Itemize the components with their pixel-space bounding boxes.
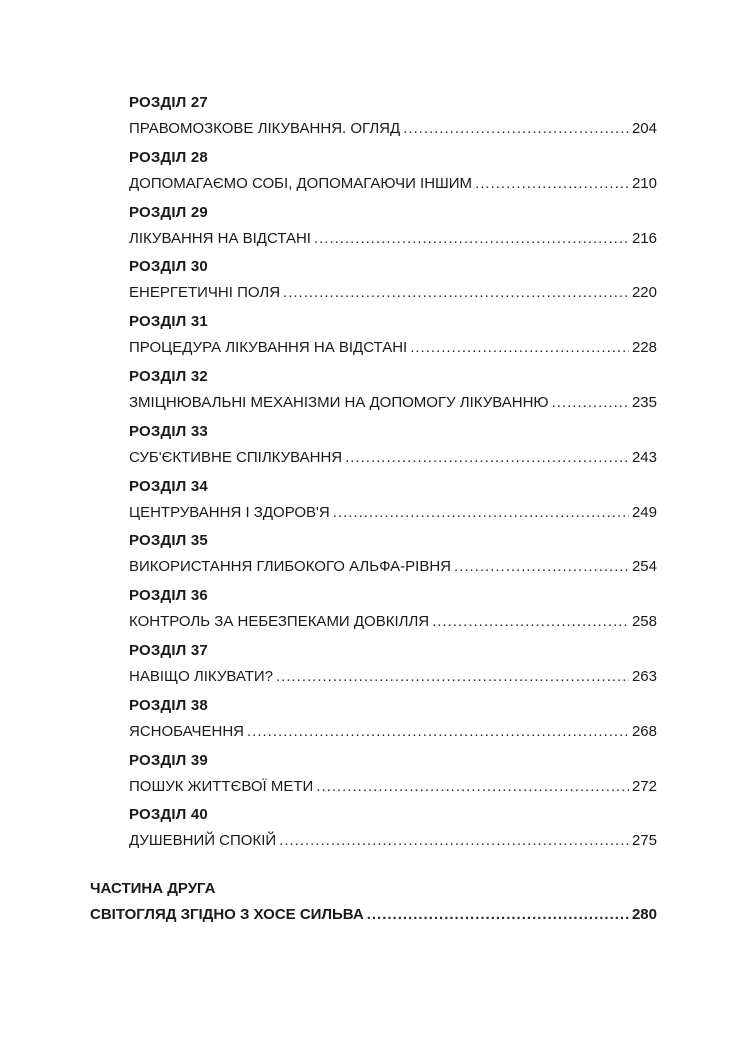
toc-entry-chapter-28[interactable] bbox=[129, 175, 657, 192]
chapter-label-34: РОЗДІЛ 34 bbox=[129, 477, 208, 495]
chapter-label-40: РОЗДІЛ 40 bbox=[129, 806, 208, 824]
toc-entry-title: ЯСНОБАЧЕННЯ bbox=[129, 722, 245, 740]
chapter-label-28: РОЗДІЛ 28 bbox=[129, 148, 208, 166]
chapter-label-37: РОЗДІЛ 37 bbox=[129, 642, 208, 659]
chapter-label-35: РОЗДІЛ 35 bbox=[129, 532, 208, 550]
toc-entry-page: 249 bbox=[631, 503, 657, 521]
toc-entry-chapter-29[interactable] bbox=[129, 230, 657, 247]
toc-entry-chapter-32[interactable] bbox=[129, 394, 657, 411]
toc-entry-page: 216 bbox=[631, 229, 657, 247]
dot-leader bbox=[475, 175, 629, 192]
part-entry-page: 280 bbox=[631, 906, 657, 923]
toc-entry-page: 275 bbox=[631, 832, 657, 850]
toc-entry-title: СУБ'ЄКТИВНЕ СПІЛКУВАННЯ bbox=[129, 448, 343, 466]
chapter-label-38: РОЗДІЛ 38 bbox=[129, 696, 208, 714]
toc-entry-page: 220 bbox=[631, 284, 657, 302]
chapter-label-33: РОЗДІЛ 33 bbox=[129, 422, 208, 440]
chapter-label-32: РОЗДІЛ 32 bbox=[129, 368, 208, 385]
toc-entry-chapter-35[interactable] bbox=[129, 558, 657, 575]
toc-entry-title: НАВІЩО ЛІКУВАТИ? bbox=[129, 668, 273, 685]
part-entry[interactable] bbox=[90, 906, 657, 923]
toc-entry-chapter-33[interactable] bbox=[129, 449, 657, 466]
part-label: ЧАСТИНА ДРУГА bbox=[90, 880, 216, 897]
toc-entry-chapter-38[interactable] bbox=[129, 723, 657, 740]
part-entry-title: СВІТОГЛЯД ЗГІДНО З ХОСЕ СИЛЬВА bbox=[90, 906, 364, 923]
toc-entry-page: 272 bbox=[631, 777, 657, 795]
toc-entry-title: ПОШУК ЖИТТЄВОЇ МЕТИ bbox=[129, 777, 314, 795]
dot-leader bbox=[316, 778, 629, 795]
chapter-label-31: РОЗДІЛ 31 bbox=[129, 313, 208, 331]
toc-entry-title: ПРАВОМОЗКОВЕ ЛІКУВАННЯ. ОГЛЯД bbox=[129, 120, 401, 137]
dot-leader bbox=[279, 832, 629, 849]
dot-leader bbox=[410, 339, 629, 356]
chapter-label-29: РОЗДІЛ 29 bbox=[129, 203, 208, 221]
dot-leader bbox=[367, 906, 629, 923]
toc-entry-page: 254 bbox=[631, 558, 657, 576]
toc-entry-chapter-37[interactable] bbox=[129, 668, 657, 685]
toc-entry-chapter-36[interactable] bbox=[129, 613, 657, 630]
toc-entry-chapter-31[interactable] bbox=[129, 339, 657, 356]
toc-entry-title: ДУШЕВНИЙ СПОКІЙ bbox=[129, 832, 277, 850]
toc-entry-page: 210 bbox=[631, 174, 657, 192]
dot-leader bbox=[454, 558, 629, 575]
dot-leader bbox=[345, 449, 629, 466]
chapter-label-27: РОЗДІЛ 27 bbox=[129, 94, 208, 111]
dot-leader bbox=[283, 284, 629, 301]
toc-entry-chapter-30[interactable] bbox=[129, 284, 657, 301]
toc-entry-title: ДОПОМАГАЄМО СОБІ, ДОПОМАГАЮЧИ ІНШИМ bbox=[129, 174, 473, 192]
toc-entry-chapter-27[interactable] bbox=[129, 120, 657, 137]
dot-leader bbox=[247, 723, 629, 740]
toc-entry-chapter-39[interactable] bbox=[129, 778, 657, 795]
toc-entry-title: ЦЕНТРУВАННЯ І ЗДОРОВ'Я bbox=[129, 503, 330, 521]
toc-entry-page: 228 bbox=[631, 339, 657, 357]
toc-entry-title: ЛІКУВАННЯ НА ВІДСТАНІ bbox=[129, 229, 311, 247]
toc-entry-title: ЗМІЦНЮВАЛЬНІ МЕХАНІЗМИ НА ДОПОМОГУ ЛІКУВАННЮ bbox=[129, 394, 549, 411]
toc-entry-page: 243 bbox=[631, 448, 657, 466]
chapter-label-30: РОЗДІЛ 30 bbox=[129, 258, 208, 276]
toc-entry-page: 204 bbox=[631, 120, 657, 137]
dot-leader bbox=[552, 394, 629, 411]
toc-entry-title: ПРОЦЕДУРА ЛІКУВАННЯ НА ВІДСТАНІ bbox=[129, 339, 408, 357]
dot-leader bbox=[314, 230, 629, 247]
chapter-label-36: РОЗДІЛ 36 bbox=[129, 587, 208, 605]
toc-entry-title: ВИКОРИСТАННЯ ГЛИБОКОГО АЛЬФА-РІВНЯ bbox=[129, 558, 452, 576]
toc-entry-chapter-34[interactable] bbox=[129, 504, 657, 521]
toc-entry-page: 268 bbox=[631, 722, 657, 740]
dot-leader bbox=[432, 613, 629, 630]
toc-entry-page: 235 bbox=[631, 394, 657, 411]
dot-leader bbox=[403, 120, 629, 137]
toc-entry-title: ЕНЕРГЕТИЧНІ ПОЛЯ bbox=[129, 284, 281, 302]
dot-leader bbox=[333, 504, 629, 521]
chapter-label-39: РОЗДІЛ 39 bbox=[129, 751, 208, 769]
toc-entry-page: 258 bbox=[631, 613, 657, 631]
dot-leader bbox=[276, 668, 629, 685]
toc-entry-page: 263 bbox=[631, 668, 657, 685]
toc-entry-title: КОНТРОЛЬ ЗА НЕБЕЗПЕКАМИ ДОВКІЛЛЯ bbox=[129, 613, 430, 631]
toc-entry-chapter-40[interactable] bbox=[129, 832, 657, 849]
